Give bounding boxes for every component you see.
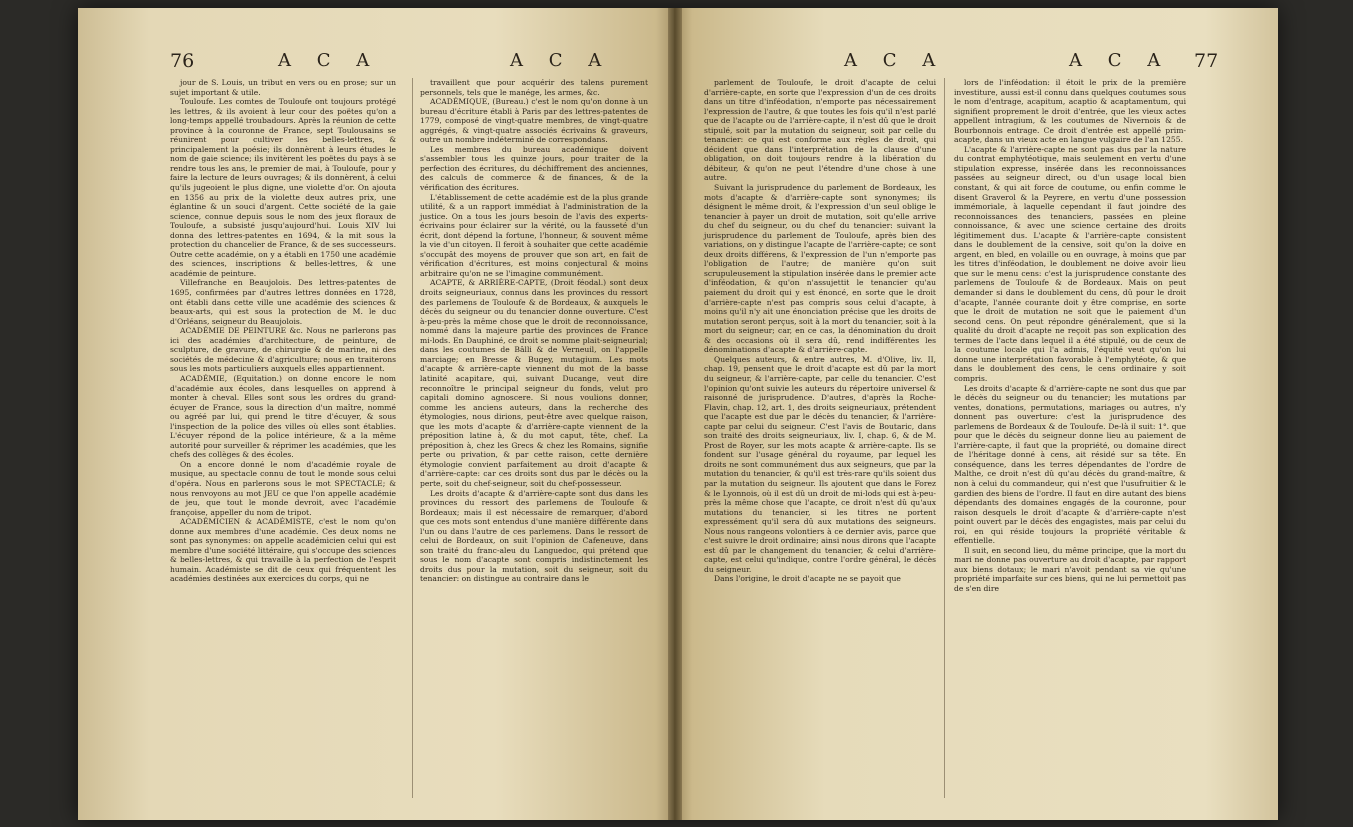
paragraph: ACAPTE, & ARRIÈRE-CAPTE, (Droit féodal.) sont deux droits seigneuriaux, connus dans les provinces du ressort des parlemens de Touloufe & de Bordeaux, & auxquels le décès du seigneur ou du tenancier donne ouverture. C'est à-peu-près la même chose que le droit de reconnoissance, nommé dans la majeure partie des provinces de France mi-lods. En Dauphiné, ce droit se nomme plait-seigneurial; dans les coutumes de Bâlli & de Verneuil, on l'appelle marciage; en Bresse & Bugey, mutagium. Les mots d'acapte & arrière-capte viennent du mot de la basse latinité acapitare, qui, suivant Ducange, veut dire reconnoître le principal seigneur du fonds, velut pro capitali domino agnoscere. Si nous voulions donner, comme les anciens auteurs, dans la recherche des étymologies, nous dirions, peut-être avec quelque raison, que les mots d'acapte & d'arrière-capte viennent de la préposition latine à, & du mot caput, tête, chef. La préposition à, chez les Grecs & chez les Romains, signifie perte ou privation, & par cette raison, cette dernière étymologie convient parfaitement au droit d'acapte & d'arrière-capte: car ces droits sont dus par le décès ou la perte, soit du chef-seigneur, soit du chef-possesseur. (420, 278, 648, 488)
paragraph: Suivant la jurisprudence du parlement de Bordeaux, les mots d'acapte & d'arrière-capte sont synonymes; ils désignent le même droit, & l'expression d'un seul oblige le tenancier à payer un droit de mutation, soit qu'elle arrive du chef du seigneur, ou du chef du tenancier: suivant la jurisprudence du parlement de Touloufe, après bien des variations, on y distingue l'acapte de l'arrière-capte; ce sont deux droits différens, & l'expression de l'un n'emporte pas l'obligation de l'autre; de manière qu'on suit scrupuleusement la stipulation insérée dans le premier acte d'inféodation, & qu'on n'assujettit le tenancier qu'au paiement du droit qui y est énoncé, en sorte que le droit d'arrière-capte n'est pas compris sous celui d'acapte, à moins qu'il n'y ait une énonciation précise que les droits de mutation seront perçus, soit à la mort du tenancier, soit à la mort du seigneur; car, en ce cas, la dénomination du droit & des occasions où il sera dû, rend indifférentes les dénominations d'acapte & d'arrière-capte. (704, 183, 936, 355)
running-header: A C A (278, 50, 380, 71)
paragraph: jour de S. Louis, un tribut en vers ou en prose; sur un sujet important & utile. (170, 78, 396, 97)
paragraph: travaillent que pour acquérir des talens purement personnels, tels que le manége, les armes, &c. (420, 78, 648, 97)
column-rule (412, 78, 413, 798)
paragraph: Les membres du bureau académique doivent s'assembler tous les quinze jours, pour traiter de la perfection des écritures, du déchiffrement des anciennes, des calculs de commerce & de finances, & de la vérification des écritures. (420, 144, 648, 193)
running-header: A C A (844, 50, 946, 71)
paragraph: ACADÉMIE DE PEINTURE &c. Nous ne parlerons pas ici des académies d'architecture, de peinture, de sculpture, de gravure, de chirurgie & de marine, ni des sociétés de médecine & d'agriculture; nous en traiterons sous les mots particuliers auxquels elles appartiennent. (170, 326, 396, 374)
paragraph: lors de l'inféodation: il étoit le prix de la première investiture, aussi est-il connu dans quelques coutumes sous le nom d'entrage, acapitum, acaptio & acaptamentum, qui signifient proprement le droit d'entrée, que les vieux actes appellent intragium, & les coutumes de Nivernois & de Bourbonnois entrage. Ce droit d'entrée est appellé prim-acapte, dans un vieux acte en langue vulgaire de l'an 1255. (954, 78, 1186, 145)
right-page (674, 8, 1278, 820)
open-book (78, 8, 1278, 820)
left-page (78, 8, 674, 820)
page-number: 77 (1194, 50, 1219, 72)
paragraph: Dans l'origine, le droit d'acapte ne se payoit que (714, 574, 901, 584)
page-number: 76 (170, 50, 195, 72)
paragraph: Villefranche en Beaujolois. Des lettres-patentes de 1695, confirmées par d'autres lettres données en 1728, ont établi dans cette ville une académie des sciences & beaux-arts, qui est sous la protection de M. le duc d'Orléans, seigneur du Beaujolois. (170, 278, 396, 326)
text-column (954, 78, 1186, 594)
paragraph: ACADÉMIQUE, (Bureau.) c'est le nom qu'on donne à un bureau d'écriture établi à Paris par des lettres-patentes de 1779, composé de vingt-quatre membres, de vingt-quatre aggrégés, & vingt-quatre associés écrivains & graveurs, outre un nombre indéterminé de correspondans. (420, 97, 648, 145)
running-header: A C A (510, 50, 612, 71)
paragraph: L'établissement de cette académie est de la plus grande utilité, & a un rapport immédiat à l'administration de la justice. On a tous les jours besoin de l'avis des experts-écrivains pour éclairer sur la vérité, ou la fausseté d'un écrit, dont dépend la fortune, l'honneur, & souvent même la vie d'un citoyen. Il feroit à souhaiter que cette académie s'occupât des moyens de prouver que son art, en fait de vérification d'écritures, est moins conjectural & moins arbitraire qu'on ne se l'imagine communément. (420, 192, 648, 278)
paragraph: Les droits d'acapte & d'arrière-capte sont dus dans les provinces du ressort des parlemens de Touloufe & Bordeaux; mais il est nécessaire de remarquer, d'abord que ces mots sont entendus d'une manière différente dans l'un ou dans l'autre de ces parlemens. Dans le ressort de celui de Bordeaux, on suit l'opinion de Cafeneuve, dans son traité du franc-aleu du Languedoc, qui prétend que sous le nom d'acapte sont compris indistinctement les droits dus pour la mutation, soit du seigneur, soit du tenancier: on distingue au contraire dans le (420, 488, 648, 584)
paragraph: parlement de Touloufe, le droit d'acapte de celui d'arrière-capte, en sorte que l'expression d'un de ces droits dans un titre d'inféodation, n'emporte pas nécessairement l'expression de l'autre, & que toutes les fois qu'il n'est parlé que de l'acapte ou de l'arrière-capte, il n'est dû que le droit stipulé, soit par la mutation du seigneur, soit par celle du tenancier: ce qui est conforme aux règles de droit, qui décident que dans l'interprétation de la clause d'une obligation, on doit toujours rendre à la libération du débiteur, & qu'on ne peut l'étendre d'une chose à une autre. (704, 78, 936, 183)
column-rule (944, 78, 945, 798)
paragraph: L'acapte & l'arrière-capte ne sont pas dus par la nature du contrat emphytéotique, mais seulement en vertu d'une stipulation expresse, insérée dans les reconnoissances passées au seigneur direct, ou d'un usage local bien constant, & qui ait force de coutume, ou enfin comme le disent Graverol & la Peyrere, en vertu d'une possession immémoriale, à laquelle cependant il faut joindre des reconnoissances des tenanciers, passées en pleine connoissance, & avec une science certaine des droits légitimement dus. L'acapte & l'arrière-capte consistent dans le doublement de la censive, soit qu'on la doive en argent, en bled, en volaille ou en ouvrage, à moins que par les titres d'inféodation, le doublement ne doive avoir lieu que sur le menu cens: c'est la jurisprudence constante des parlemens de Touloufe & de Bordeaux. Mais on peut demander si dans le doublement du cens, dû pour le droit d'acapte, l'année courante doit y être comprise, en sorte que le droit de mutation ne soit que le paiement d'un second cens. On peut répondre généralement, que si la qualité du droit d'acapte ne reçoit pas son explication des termes de l'acte dans lequel il a été stipulé, ou de ceux de la coutume locale qui l'a admis, l'équité veut qu'on lui donne une interprétation favorable à l'emphytéote, & que dans le doublement des cens, le cens ordinaire y soit compris. (954, 144, 1186, 383)
paragraph: Quelques auteurs, & entre autres, M. d'Olive, liv. II, chap. 19, pensent que le droit d'acapte est dû par la mort du seigneur, & l'arrière-capte, par celle du tenancier. C'est l'opinion qu'ont suivie les auteurs du répertoire universel & raisonné de jurisprudence. D'autres, d'après la Roche-Flavin, chap. 12, art. 1, des droits seigneuriaux, prétendent que l'acapte est due par le décès du tenancier, & l'arrière-capte par celui du seigneur. C'est l'avis de Boutaric, dans son traité des droits seigneuriaux, liv. I, chap. 6, & de M. Prost de Royer, sur les mots acapte & arrière-capte. Ils se fondent sur l'usage général du royaume, par lequel les droits ne sont communément dus aux seigneurs, que par la mutation du tenancier, & qu'il est très-rare qu'ils soient dus par la mutation du seigneur. Ils ajoutent que dans le Forez & le Lyonnois, où il est dû un droit de mi-lods qui est à-peu-près la même chose que l'acapte, ce droit n'est dû qu'aux mutations du tenancier, si les titres ne portent expressément qu'il sera dû aux mutations des seigneurs. Nous nous rangeons volontiers à ce dernier avis, parce que c'est suivre le droit ordinaire; ainsi nous dirons que l'acapte est dû par le changement du tenancier, & celui d'arrière-capte, est celui qu'indique, contre l'ordre général, le décès du seigneur. (704, 354, 936, 574)
paragraph: ACADÉMIE, (Equitation.) on donne encore le nom d'académie aux écoles, dans lesquelles on apprend à monter à cheval. Elles sont sous les ordres du grand-écuyer de France, sous la direction d'un maître, nommé ou agréé par lui, qui prend le titre d'écuyer, & sous l'inspection de la police des villes où elles sont établies. L'écuyer répond de la police intérieure, & a la même autorité pour surveiller & réprimer les académies, que les chefs des collèges & des écoles. (170, 373, 396, 460)
text-column (420, 78, 648, 584)
running-header: A C A (1069, 50, 1171, 71)
paragraph: Touloufe. Les comtes de Touloufe ont toujours protégé les lettres, & ils avoient à leur cour des poëtes qu'on a long-temps appellé troubadours. Après la réunion de cette province à la couronne de France, sept Toulousains se réunirent pour cultiver les belles-lettres, & principalement la poésie; ils donnèrent à leurs études le nom de gaie science; ils invitèrent les poëtes du pays à se rendre tous les ans, le premier de mai, à Touloufe, pour y faire la lecture de leurs ouvrages; & ils donnèrent, à celui qu'ils jugeoient le plus digne, une violette d'or. On ajouta en 1356 au prix de la violette deux autres prix, une églantine & un souci d'argent. Cette société de la gaie science, connue depuis sous le nom des jeux floraux de Touloufe, a subsisté jusqu'aujourd'hui. Louis XIV lui donna des lettres-patentes en 1694, & la mit sous la protection du chancelier de France, & de ses successeurs. Outre cette académie, on y a établi en 1750 une académie des sciences, inscriptions & belles-lettres, & une académie de peinture. (170, 97, 396, 278)
text-column (170, 78, 396, 584)
paragraph: ACADÉMICIEN & ACADÉMISTE, c'est le nom qu'on donne aux membres d'une académie. Ces deux noms ne sont pas synonymes: on appelle académicien celui qui est membre d'une société littéraire, qui s'occupe des sciences & belles-lettres, & qui travaille à la perfection de l'esprit humain. Académiste se dit de ceux qui fréquentent les académies destinées aux exercices du corps, qui ne (170, 517, 396, 584)
paragraph: Les droits d'acapte & d'arrière-capte ne sont dus que par le décès du seigneur ou du tenancier; les mutations par ventes, donations, permutations, mariages ou autres, n'y donnent pas ouverture: c'est la jurisprudence des parlemens de Bordeaux & de Touloufe. De-là il suit: 1°. que pour que le décès du seigneur donne lieu au paiement de l'arrière-capte, il faut que la propriété, ou domaine direct de l'héritage donné à cens, ait résidé sur sa tête. En conséquence, dans les terres dépendantes de l'ordre de Malthe, ce droit n'est dû qu'au décès du grand-maître, & non à celui du commandeur, qui n'est que l'usufruitier & le gardien des biens de l'ordre. Il faut en dire autant des biens dépendants des domaines engagés de la couronne, pour raison desquels le droit d'acapte & d'arrière-capte n'est point ouvert par le décès des engagistes, mais par celui du roi, en qui réside toujours la propriété véritable & effentielle. (954, 383, 1186, 546)
book-gutter (668, 8, 682, 820)
text-column (704, 78, 936, 584)
paragraph: On a encore donné le nom d'académie royale de musique, au spectacle connu de tout le monde sous celui d'opéra. Nous en parlerons sous le mot SPECTACLE; & nous renvoyons au mot JEU ce que l'on appelle académie de jeu, que tout le monde devroit, avec l'académie françoise, appeller du nom de tripot. (170, 459, 396, 517)
paragraph: Il suit, en second lieu, du même principe, que la mort du mari ne donne pas ouverture au droit d'acapte, par rapport aux biens dotaux; le mari n'avoit pendant sa vie qu'une propriété imparfaite sur ces biens, qui ne lui permettoit pas de s'en dire (954, 545, 1186, 593)
